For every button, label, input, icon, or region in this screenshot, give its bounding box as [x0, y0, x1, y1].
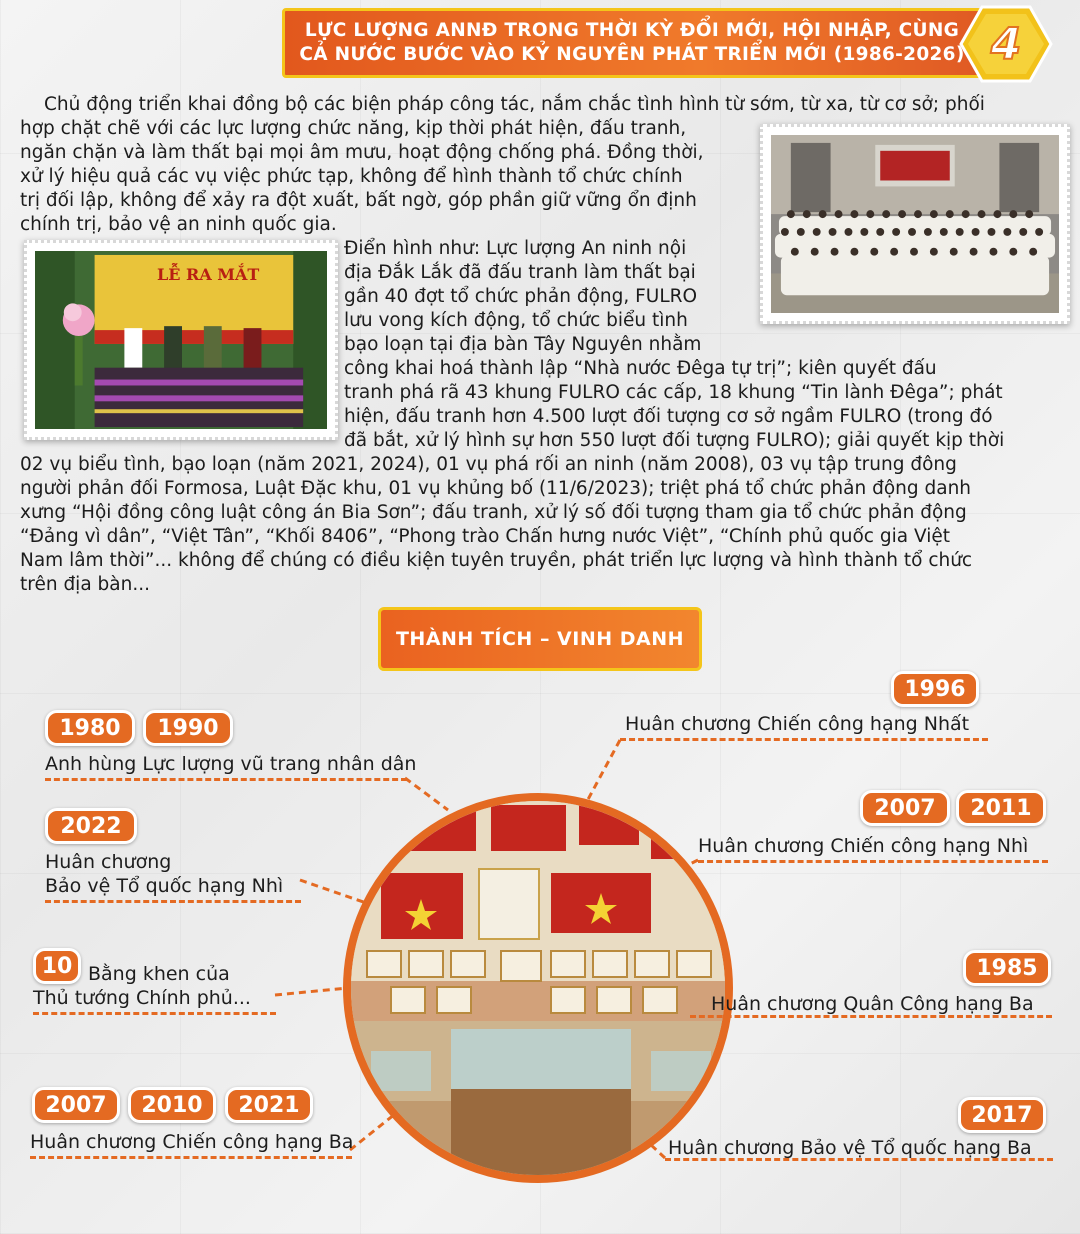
body-line: lưu vong kích động, tổ chức biểu tình: [344, 310, 688, 331]
award-text: Bảo vệ Tổ quốc hạng Nhì: [45, 875, 284, 897]
body-line: ngăn chặn và làm thất bại mọi âm mưu, hoạt động chống phá. Đồng thời,: [20, 142, 704, 163]
body-line: công khai hoá thành lập “Nhà nước Đêga tự trị”; kiên quyết đấu: [344, 358, 937, 379]
award-text: Huân chương: [45, 851, 172, 873]
header-title-line1: LỰC LƯỢNG ANNĐ TRONG THỜI KỲ ĐỔI MỚI, HỘI NHẬP, CÙNG: [304, 20, 960, 41]
year-badge: 1985: [963, 950, 1051, 986]
award-text: Huân chương Chiến công hạng Nhì: [698, 835, 1029, 857]
year-badge: 1990: [143, 710, 233, 746]
body-line: chính trị, bảo vệ an ninh quốc gia.: [20, 214, 337, 235]
body-line: xưng “Hội đồng công luật công án Bia Sơn”; đấu tranh, xử lý số đối tượng tham gia tổ chức phản động: [20, 502, 967, 523]
year-badge: 2007: [32, 1087, 120, 1123]
dashed-underline: [665, 1158, 1053, 1161]
year-badge: 1996: [891, 671, 979, 707]
body-line: tranh phá rã 43 khung FULRO các cấp, 18 khung “Tin lành Đêga”; phát: [344, 382, 1003, 403]
award-text: Huân chương Chiến công hạng Nhất: [625, 713, 970, 735]
year-badge: 1980: [45, 710, 135, 746]
body-line: đã bắt, xử lý hình sự hơn 550 lượt đối tượng FULRO); giải quyết kịp thời: [344, 430, 1005, 451]
year-badge: 2010: [128, 1087, 216, 1123]
count-badge: 10: [33, 948, 81, 984]
dashed-underline: [45, 778, 407, 781]
dashed-underline: [45, 900, 301, 903]
year-badge: 2017: [958, 1097, 1046, 1133]
body-line: hiện, đấu tranh hơn 4.500 lượt đối tượng cơ sở ngầm FULRO (trong đó: [344, 406, 993, 427]
award-text: Bằng khen của: [88, 963, 230, 985]
award-text: Anh hùng Lực lượng vũ trang nhân dân: [45, 753, 417, 775]
header-title-line2: CẢ NƯỚC BƯỚC VÀO KỶ NGUYÊN PHÁT TRIỂN MỚI (1986-2026): [299, 44, 965, 65]
body-line: xử lý hiệu quả các vụ việc phức tạp, không để hình thành tổ chức chính: [20, 166, 683, 187]
body-line: gần 40 đợt tổ chức phản động, FULRO: [344, 286, 698, 307]
body-line: hợp chặt chẽ với các lực lượng chức năng, kịp thời phát hiện, đấu tranh,: [20, 118, 687, 139]
award-text: Huân chương Quân Công hạng Ba: [711, 993, 1034, 1015]
year-badge: 2011: [956, 790, 1046, 826]
award-room-photo: [343, 793, 733, 1183]
dashed-underline: [620, 738, 988, 741]
ceremony-banner-text: LỄ RA MẮT: [157, 265, 260, 284]
dashed-underline: [33, 1012, 276, 1015]
body-line: 02 vụ biểu tình, bạo loạn (năm 2021, 2024), 01 vụ phá rối an ninh (năm 2008), 03 vụ tập trung đông: [20, 454, 957, 475]
dashed-underline: [698, 860, 1048, 863]
year-badge: 2021: [225, 1087, 313, 1123]
body-line: Điển hình như: Lực lượng An ninh nội: [344, 238, 687, 259]
ceremony-photo: [24, 240, 338, 440]
section-number: 4: [990, 18, 1022, 70]
year-badge: 2007: [860, 790, 950, 826]
dashed-underline: [690, 1015, 1052, 1018]
award-text: Thủ tướng Chính phủ...: [33, 987, 251, 1009]
body-line: Chủ động triển khai đồng bộ các biện pháp công tác, nắm chắc tình hình từ sớm, từ xa, từ cơ sở; phối: [44, 94, 985, 115]
section-title-box: [378, 607, 702, 671]
body-line: “Đảng vì dân”, “Việt Tân”, “Khối 8406”, “Phong trào Chấn hưng nước Việt”, “Chính phủ quốc gia Việt: [20, 526, 950, 547]
header-title-box: [282, 8, 982, 78]
body-line: địa Đắk Lắk đã đấu tranh làm thất bại: [344, 262, 696, 283]
body-line: trị đối lập, không để xảy ra đột xuất, bất ngờ, góp phần giữ vững ổn định: [20, 190, 697, 211]
body-line: người phản đối Formosa, Luật Đặc khu, 01 vụ khủng bố (11/6/2023); triệt phá tổ chức phản động danh: [20, 478, 972, 499]
year-badge: 2022: [45, 808, 137, 844]
section-title: THÀNH TÍCH – VINH DANH: [395, 628, 685, 650]
body-line: trên địa bàn...: [20, 574, 150, 595]
award-text: Huân chương Chiến công hạng Ba: [30, 1131, 354, 1153]
body-line: bạo loạn tại địa bàn Tây Nguyên nhằm: [344, 334, 702, 355]
group-photo: [760, 124, 1070, 324]
body-line: Nam lâm thời”... không để chúng có điều kiện tuyên truyền, phát triển lực lượng và hình thành tổ chức: [20, 550, 973, 571]
award-text: Huân chương Bảo vệ Tổ quốc hạng Ba: [668, 1137, 1032, 1159]
dashed-underline: [30, 1156, 352, 1159]
